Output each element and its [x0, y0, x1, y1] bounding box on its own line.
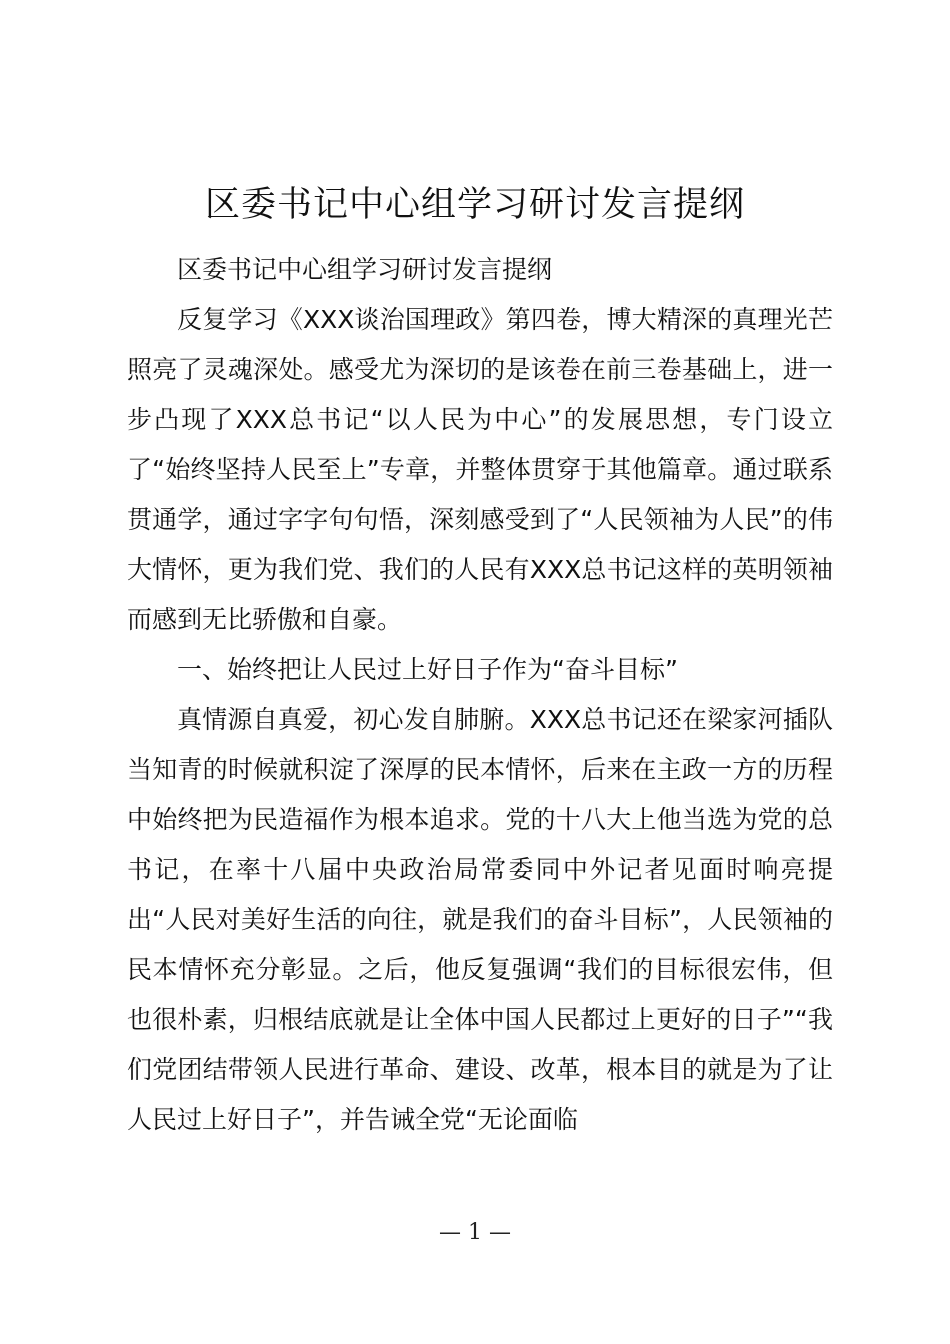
intro-paragraph: 反复学习《XXX谈治国理政》第四卷，博大精深的真理光芒照亮了灵魂深处。感受尤为深切的是该卷在前三卷基础上，进一步凸现了XXX总书记“以人民为中心”的发展思想，专门设立了“始终坚持人民至上”专章，并整体贯穿于其他篇章。通过联系贯通学，通过字字句句悟，深刻感受到了“人民领袖为人民”的伟大情怀，更为我们党、我们的人民有XXX总书记这样的英明领袖而感到无比骄傲和自豪。 — [127, 305, 833, 634]
subtitle-paragraph: 区委书记中心组学习研讨发言提纲 — [177, 255, 553, 284]
document-title: 区委书记中心组学习研讨发言提纲 — [204, 185, 745, 225]
section-paragraph: 真情源自真爱，初心发自肺腑。XXX总书记还在梁家河插队当知青的时候就积淀了深厚的民本情怀，后来在主政一方的历程中始终把为民造福作为根本追求。党的十八大上他当选为党的总书记，在率十八届中央政治局常委同中外记者见面时响亮提出“人民对美好生活的向往，就是我们的奋斗目标”，人民领袖的民本情怀充分彰显。之后，他反复强调“我们的目标很宏伟，但也很朴素，归根结底就是让全体中国人民都过上更好的日子”“我们党团结带领人民进行革命、建设、改革，根本目的就是为了让人民过上好日子”，并告诫全党“无论面临 — [127, 705, 833, 1134]
section-heading: 一、始终把让人民过上好日子作为“奋斗目标” — [177, 655, 678, 684]
page-number: — 1 — — [439, 1220, 511, 1245]
document-body — [127, 245, 833, 1145]
